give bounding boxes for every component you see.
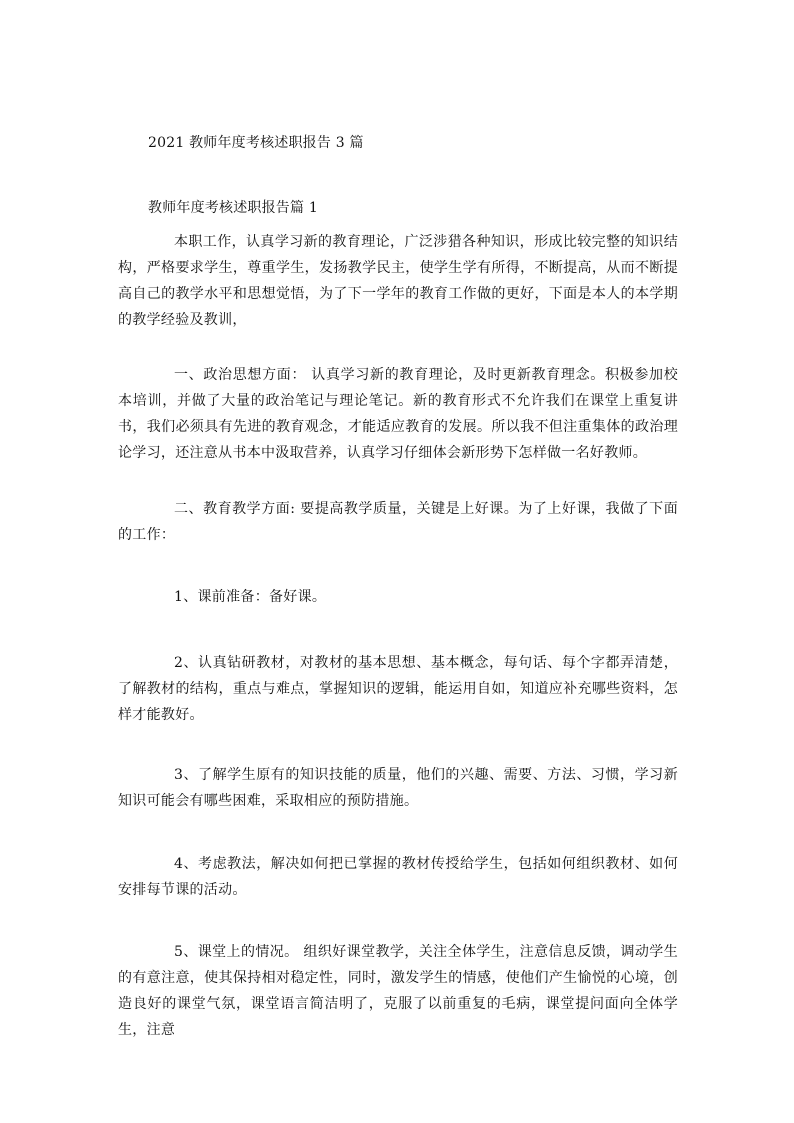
paragraph-item-5: 5、课堂上的情况。 组织好课堂教学，关注全体学生，注意信息反馈，调动学生的有意注意，使其保持相对稳定性，同时，激发学生的情感，使他们产生愉悦的心境，创造良好的课堂气氛，课堂语言简洁明了，克服了以前重复的毛病，课堂提问面向全体学生，注意 <box>118 944 678 1038</box>
paragraph-teaching: 二、教育教学方面: 要提高教学质量，关键是上好课。为了上好课，我做了下面的工作： <box>118 501 678 543</box>
paragraph-item-2: 2、认真钻研教材，对教材的基本思想、基本概念，每句话、每个字都弄清楚，了解教材的结构，重点与难点，掌握知识的逻辑，能运用自如，知道应补充哪些资料，怎样才能教好。 <box>118 655 678 723</box>
paragraph-intro: 本职工作，认真学习新的教育理论，广泛涉猎各种知识，形成比较完整的知识结构，严格要求学生，尊重学生，发扬教学民主，使学生学有所得，不断提高，从而不断提高自己的教学水平和思想觉悟，为了下一学年的教育工作做的更好，下面是本人的本学期的教学经验及教训， <box>118 234 678 328</box>
paragraph-item-1: 1、课前准备：备好课。 <box>174 589 327 605</box>
paragraph-item-3: 3、了解学生原有的知识技能的质量，他们的兴趣、需要、方法、习惯，学习新知识可能会有哪些困难，采取相应的预防措施。 <box>118 767 678 809</box>
document-title: 2021 教师年度考核述职报告 3 篇 <box>148 135 364 151</box>
paragraph-item-4: 4、考虑教法，解决如何把已掌握的教材传授给学生，包括如何组织教材、如何安排每节课的活动。 <box>118 856 678 898</box>
section-heading: 教师年度考核述职报告篇 1 <box>148 200 318 216</box>
paragraph-political: 一、政治思想方面： 认真学习新的教育理论，及时更新教育理念。积极参加校本培训，并做了大量的政治笔记与理论笔记。新的教育形式不允许我们在课堂上重复讲书，我们必须具有先进的教育观念，才能适应教育的发展。所以我不但注重集体的政治理论学习，还注意从书本中汲取营养，认真学习仔细体会新形势下怎样做一名好教师。 <box>118 367 678 461</box>
